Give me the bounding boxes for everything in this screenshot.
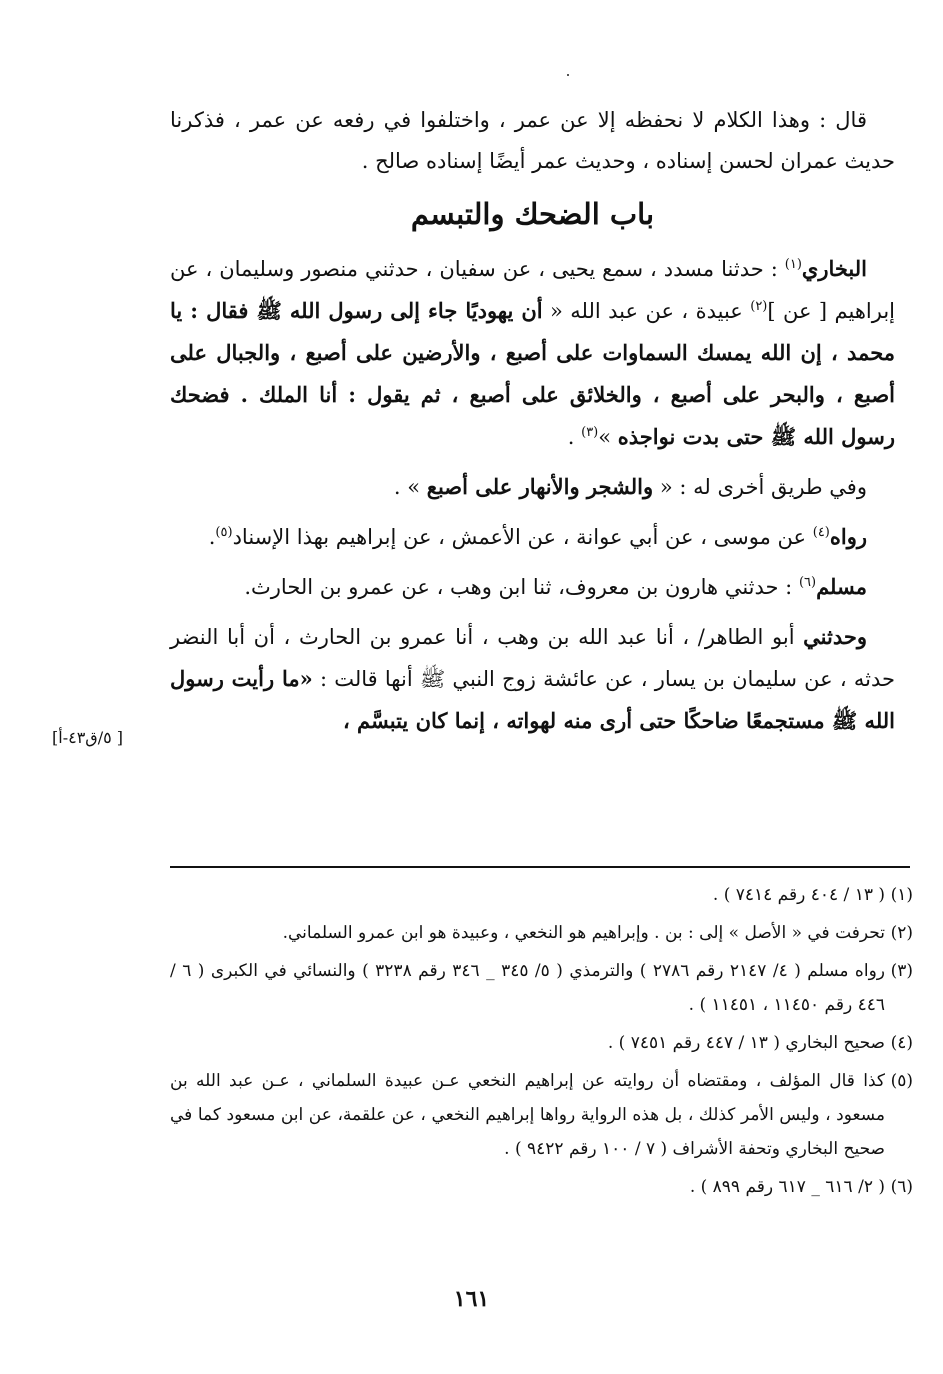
footnote-ref-4[interactable]: (٤)	[812, 525, 830, 540]
paragraph-muslim-text: : حدثني هارون بن معروف، ثنا ابن وهب ، عن عمرو بن الحارث.	[244, 575, 799, 599]
manuscript-folio-note: [ ٥/ق٤٣-أ]	[52, 728, 124, 747]
paragraph-1-text: قال : وهذا الكلام لا نحفظه إلا عن عمر ، واختلفوا في رفعه عن عمر ، فذكرنا حديث عمران لحسن إسناده ، وحديث عمر أيضًا إسناده صالح .	[170, 108, 895, 173]
paragraph-other-route-end: » .	[393, 475, 427, 499]
paragraph-1	[170, 100, 895, 182]
paragraph-other-route-text: وفي طريق أخرى له : «	[653, 475, 867, 499]
footnote-divider	[170, 866, 910, 868]
footnote-number: (٣)	[890, 961, 913, 981]
page-number: ١٦١	[453, 1286, 490, 1312]
footnote-text: رواه مسلم ( ٤/ ٢١٤٧ رقم ٢٧٨٦ ) والترمذي ( ٥/ ٣٤٥ _ ٣٤٦ رقم ٣٢٣٨ ) والنسائي في الكبرى ( ٦ / ٤٤٦ رقم ١١٤٥٠ ، ١١٤٥١ ) .	[170, 961, 885, 1015]
narration-lead: رواه	[829, 524, 867, 549]
footnote-3	[170, 954, 913, 1022]
footnotes	[170, 878, 913, 1208]
footnote-1	[170, 878, 913, 912]
paragraph-bukhari-end: .	[567, 425, 582, 449]
footnote-2	[170, 916, 913, 950]
other-route-bold: والشجر والأنهار على أصبع	[426, 474, 654, 499]
footnote-ref-6[interactable]: (٦)	[798, 575, 817, 590]
paragraph-aisha	[170, 616, 895, 742]
paragraph-bukhari-text-a: : حدثنا مسدد ، سمع يحيى ، عن سفيان ، حدثني منصور وسليمان ، عن إبراهيم [ عن ]	[170, 257, 896, 323]
chapter-heading: باب الضحك والتبسم	[410, 197, 655, 231]
paragraph-narration-text: عن موسى ، عن أبي عوانة ، عن الأعمش ، عن إبراهيم بهذا الإسناد	[232, 525, 813, 549]
footnote-number: (٤)	[890, 1033, 913, 1053]
footnote-5	[170, 1064, 913, 1166]
paragraph-bukhari-quote-close: »	[598, 425, 618, 449]
footnote-number: (٦)	[890, 1177, 913, 1197]
main-text	[170, 100, 895, 750]
footnote-text: ( ١٣ / ٤٠٤ رقم ٧٤١٤ ) .	[712, 885, 885, 905]
source-muslim: مسلم	[816, 574, 867, 599]
footnote-6	[170, 1170, 913, 1204]
paragraph-narration	[170, 516, 895, 558]
footnote-ref-5[interactable]: (٥)	[215, 525, 233, 540]
source-bukhari: البخاري	[801, 256, 867, 281]
footnote-ref-3[interactable]: (٣)	[581, 425, 599, 440]
footnote-number: (١)	[890, 885, 913, 905]
footnote-4	[170, 1026, 913, 1060]
paragraph-narration-end: .	[208, 525, 216, 549]
footnote-number: (٥)	[890, 1071, 913, 1091]
paragraph-aisha-text: أبو الطاهر/ ، أنا عبد الله بن وهب ، أنا عمرو بن الحارث ، أن أبا النضر حدثه ، عن سليمان بن يسار ، عن عائشة زوج النبي ﷺ أنها قالت :	[170, 625, 895, 691]
aisha-lead: وحدثني	[803, 624, 867, 649]
footnote-number: (٢)	[890, 923, 913, 943]
footnote-ref-1[interactable]: (١)	[784, 257, 802, 272]
page-mark	[567, 74, 569, 76]
paragraph-muslim	[170, 566, 895, 608]
footnote-text: كذا قال المؤلف ، ومقتضاه أن روايته عن إبراهيم النخعي عـن عبيدة السلماني ، عـن عبد الله بن مسعود ، وليس الأمر كذلك ، بل هذه الرواية رواها إبراهيم النخعي ، عن علقمة، عن ابن مسعود كما في صحيح البخاري وتحفة الأشراف ( ٧ / ١٠٠ رقم ٩٤٢٢ ) .	[170, 1071, 885, 1159]
footnote-text: تحرفت في « الأصل » إلى : بن . وإبراهيم هو النخعي ، وعبيدة هو ابن عمرو السلماني.	[282, 923, 885, 943]
footnote-text: ( ٢/ ٦١٦ _ ٦١٧ رقم ٨٩٩ ) .	[689, 1177, 885, 1197]
hadith-text-bold: أن يهوديًا جاء إلى رسول الله ﷺ فقال : يا محمد ، إن الله يمسك السماوات على أصبع ، والأرضين على أصبع ، والجبال على أصبع ، والبحر على أصبع ، والخلائق على أصبع ، ثم يقول : أنا الملك . فضحك رسول الله ﷺ حتى بدت نواجذه	[170, 298, 895, 449]
footnote-text: صحيح البخاري ( ١٣ / ٤٤٧ رقم ٧٤٥١ ) .	[607, 1033, 885, 1053]
aisha-hadith-bold: «ما رأيت رسول الله ﷺ مستجمعًا ضاحكًا حتى أرى منه لهواته ، إنما كان يتبسَّم ،	[170, 666, 895, 733]
footnote-ref-2[interactable]: (٢)	[750, 299, 768, 314]
paragraph-other-route	[170, 466, 895, 508]
paragraph-bukhari	[170, 248, 895, 458]
paragraph-bukhari-text-b: عبيدة ، عن عبد الله «	[542, 299, 751, 323]
